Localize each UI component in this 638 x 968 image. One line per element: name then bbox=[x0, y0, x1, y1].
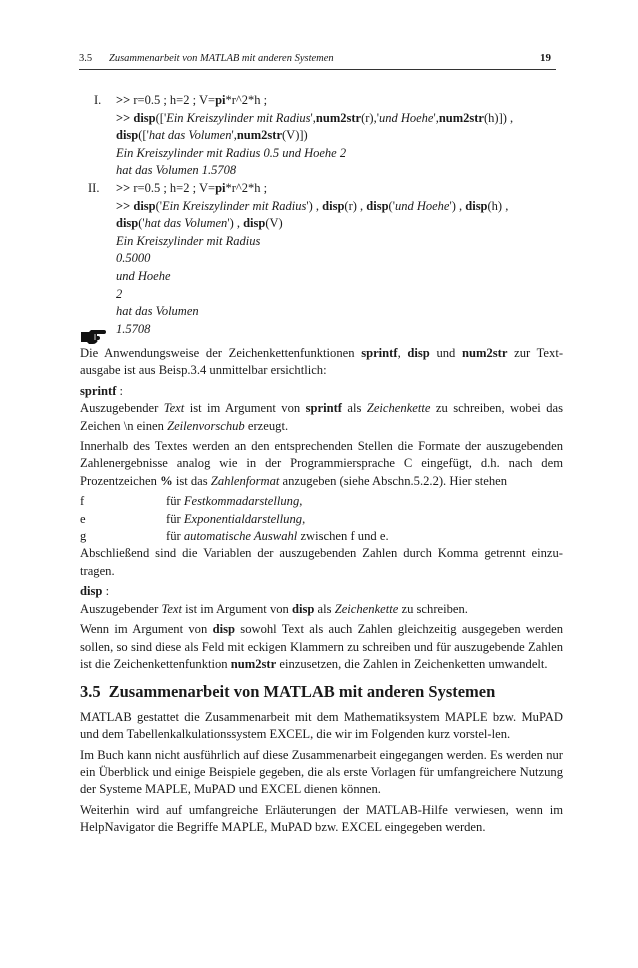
code-output: 0.5000 bbox=[116, 251, 151, 266]
page-number: 19 bbox=[540, 52, 551, 64]
paragraph: Die Anwendungsweise der Zeichenkettenfunktionen sprintf, disp und num2str zur Text-ausgabe ist aus Beisp.3.4 unmittelbar ersichtlich: bbox=[80, 346, 564, 378]
definition-term: disp : bbox=[80, 584, 110, 599]
definition-term: sprintf : bbox=[80, 383, 124, 398]
code-output: und Hoehe bbox=[116, 268, 171, 283]
format-row: f für Festkommadarstellung, bbox=[80, 494, 303, 509]
pointing-hand-icon bbox=[80, 328, 106, 346]
code-line: >> disp('Ein Kreiszylinder mit Radius') , disp(r) , disp('und Hoehe') , disp(h) , bbox=[116, 198, 509, 213]
paragraph: Auszugebender Text ist im Argument von sprintf als Zeichenkette zu schreiben, wobei das Zeichen \n einen Zeilenvorschub erzeugt. bbox=[80, 401, 563, 433]
paragraph: Im Buch kann nicht ausführlich auf diese Zusammenarbeit eingegangen werden. Es werden nur ein Überblick und einige Beispiele gegeben, die als erste Vorlagen für umfangreichere Nutzung der Systeme MAPLE, MuPAD und EXCEL dienen können. bbox=[80, 747, 563, 797]
code-line: disp('hat das Volumen') , disp(V) bbox=[116, 216, 283, 231]
section-heading: 3.5 Zusammenarbeit von MATLAB mit anderen Systemen bbox=[80, 682, 496, 702]
code-examples bbox=[88, 92, 564, 338]
format-row: e für Exponentialdarstellung, bbox=[80, 511, 306, 526]
paragraph: Abschließend sind die Variablen der auszugebenden Zahlen durch Komma getrennt einzu-tragen. bbox=[80, 546, 563, 578]
code-line: II. >> r=0.5 ; h=2 ; V=pi*r^2*h ; bbox=[94, 180, 564, 198]
header-section-number: 3.5 bbox=[79, 53, 93, 64]
code-output: hat das Volumen 1.5708 bbox=[116, 163, 237, 178]
format-row: g für automatische Auswahl zwischen f und e. bbox=[80, 529, 389, 544]
running-header bbox=[79, 51, 556, 70]
paragraph: Innerhalb des Textes werden an den entsprechenden Stellen die Formate der auszugebenden Zahlenergebnisse analog wie in der Programmiersprache C eingefügt, d.h. nach dem Prozentzeichen % ist das Zahlenformat anzugeben (siehe Abschn.5.2.2). Hier stehen bbox=[80, 439, 563, 488]
paragraph: Auszugebender Text ist im Argument von disp als Zeichenkette zu schreiben. bbox=[80, 601, 468, 616]
code-output: 2 bbox=[116, 286, 123, 301]
header-title: Zusammenarbeit von MATLAB mit anderen Systemen bbox=[109, 53, 334, 64]
body-text bbox=[80, 345, 563, 840]
paragraph: Weiterhin wird auf umfangreiche Erläuterungen der MATLAB-Hilfe verwiesen, wenn im HelpNavigator die Begriffe MAPLE, MuPAD bzw. EXCEL eingegeben werden. bbox=[80, 802, 563, 835]
code-line: >> disp(['Ein Kreiszylinder mit Radius',num2str(r),'und Hoehe',num2str(h)]) , bbox=[116, 110, 514, 125]
code-line: I. >> r=0.5 ; h=2 ; V=pi*r^2*h ; bbox=[94, 92, 564, 110]
code-output: Ein Kreiszylinder mit Radius 0.5 und Hoehe 2 bbox=[116, 145, 347, 160]
example-label-i: I. bbox=[94, 93, 102, 107]
code-output: Ein Kreiszylinder mit Radius bbox=[116, 233, 261, 248]
code-output: 1.5708 bbox=[116, 321, 151, 336]
code-output: hat das Volumen bbox=[116, 304, 199, 319]
paragraph: MATLAB gestattet die Zusammenarbeit mit dem Mathematiksystem MAPLE bzw. MuPAD und dem Tabellenkalkulationssystem EXCEL, die wir im Folgenden kurz vorstel-len. bbox=[80, 709, 563, 742]
paragraph: Wenn im Argument von disp sowohl Text als auch Zahlen gleichzeitig ausgegeben werden sollen, so sind diese als Feld mit eckigen Klammern zu schreiben und für auszugebende Zahlen ist die Zeichenkettenfunktion num2str einzusetzen, die Zahlen in Zeichenketten umwandelt. bbox=[80, 622, 563, 671]
code-line: disp(['hat das Volumen',num2str(V)]) bbox=[116, 128, 308, 143]
example-label-ii: II. bbox=[88, 180, 100, 195]
